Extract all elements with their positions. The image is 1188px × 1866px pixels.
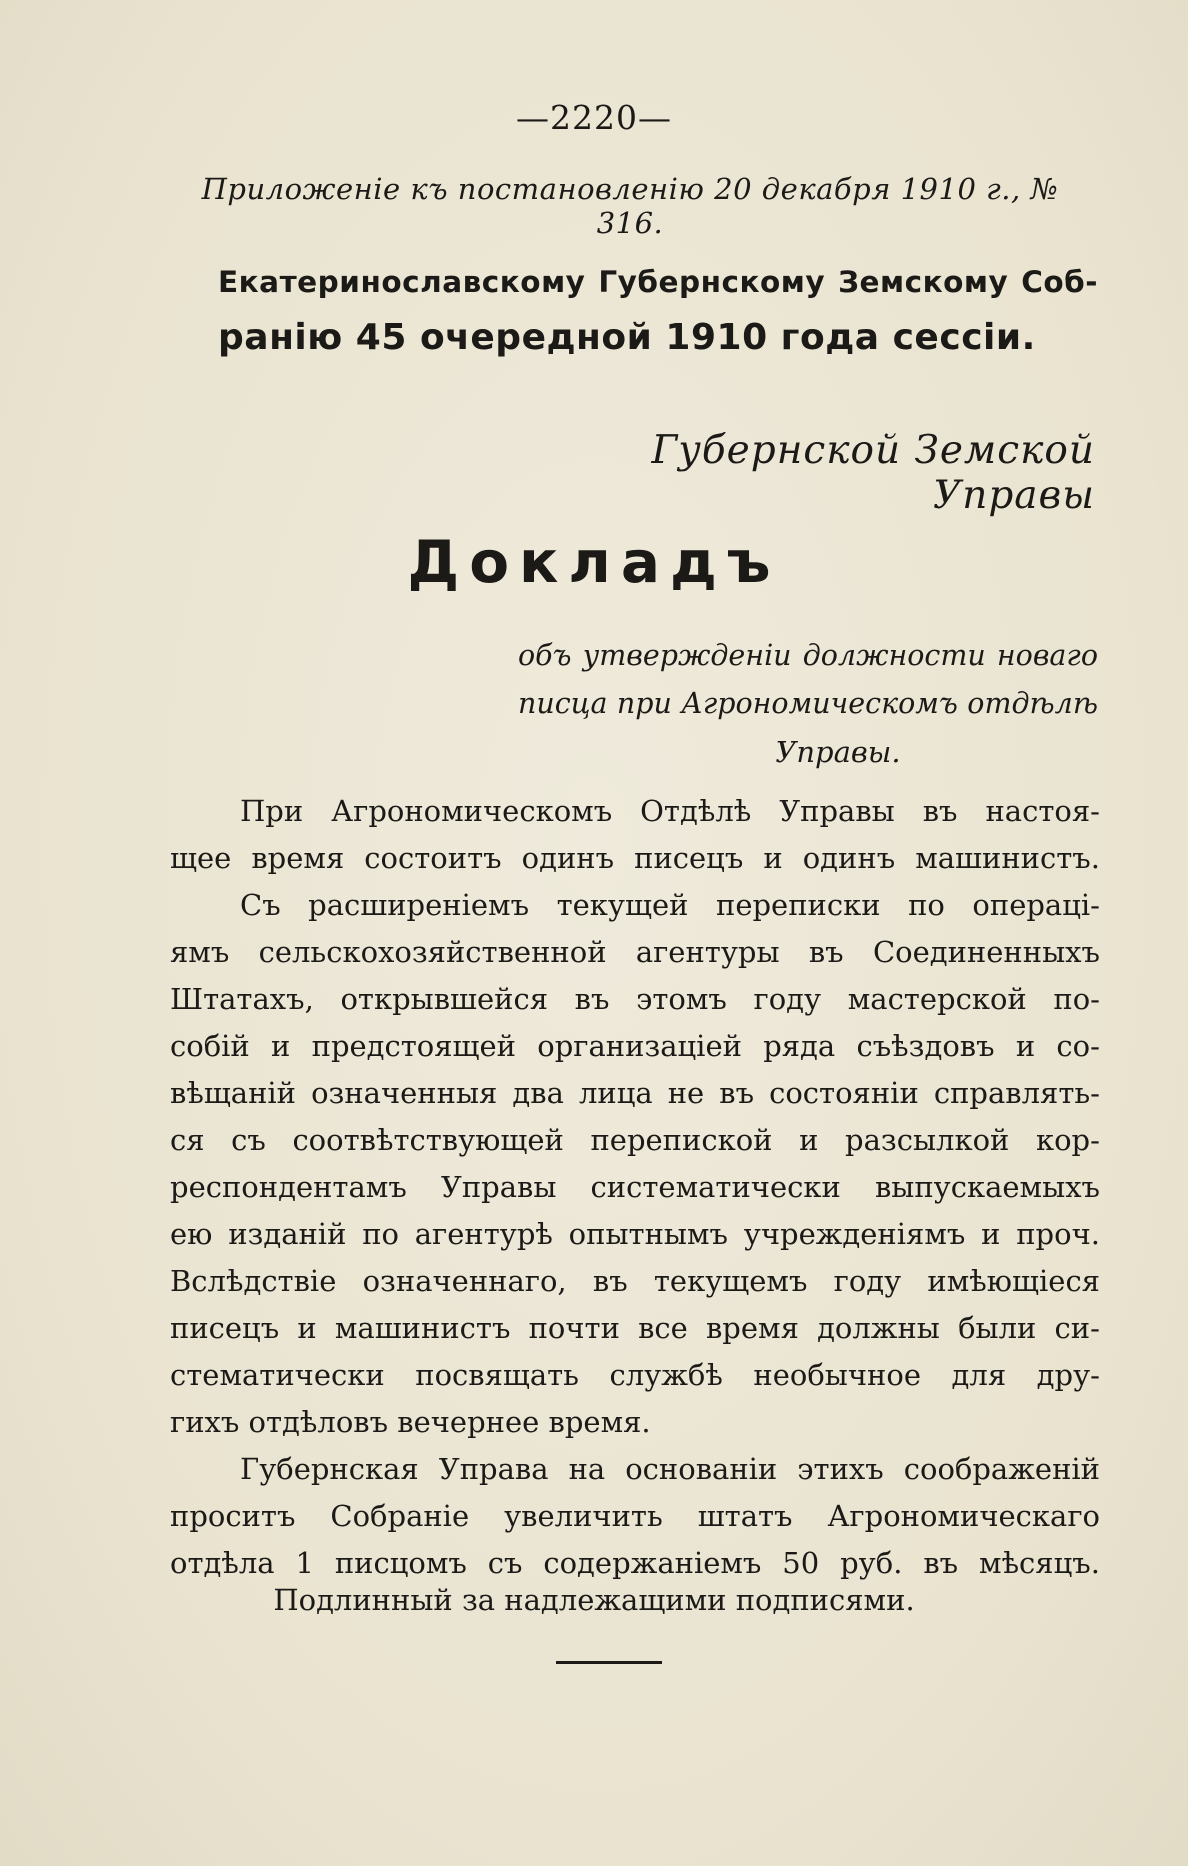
body-line: собій и предстоящей организаціей ряда съѣздовъ и со- [170, 1029, 1100, 1063]
body-line: ся съ соотвѣтствующей перепиской и разсылкой кор- [170, 1123, 1100, 1157]
body-line: отдѣла 1 писцомъ съ содержаніемъ 50 руб. въ мѣсяцъ. [170, 1546, 1100, 1580]
appendix-reference: Приложеніе къ постановленію 20 декабря 1910 г., № 316. [201, 172, 1059, 240]
body-line: стематически посвящать службѣ необычное для дру- [170, 1358, 1100, 1392]
body-line: Губернская Управа на основаніи этихъ соображеній [240, 1452, 1100, 1486]
subject-line-2: писца при Агрономическомъ отдѣлѣ [518, 687, 1098, 720]
body-line: Съ расширеніемъ текущей переписки по операці- [240, 888, 1100, 922]
subject-line-1: объ утвержденіи должности новаго [518, 639, 1098, 672]
closing-rule [556, 1661, 662, 1664]
report-subject [518, 632, 1098, 776]
page-number: —2220— [516, 98, 672, 137]
body-line: щее время состоитъ одинъ писецъ и одинъ машинистъ. [170, 841, 1100, 875]
body-line: При Агрономическомъ Отдѣлѣ Управы въ настоя- [240, 794, 1100, 828]
issuing-authority: Губернской Земской Управы [651, 428, 1095, 518]
body-line: проситъ Собраніе увеличить штатъ Агрономическаго [170, 1499, 1100, 1533]
body-line: Вслѣдствіе означеннаго, въ текущемъ году имѣющіеся [170, 1264, 1100, 1298]
document-heading [218, 255, 1098, 365]
body-line: гихъ отдѣловъ вечернее время. [170, 1405, 651, 1439]
heading-line-1: Екатеринославскому Губернскому Земскому Соб- [218, 265, 1098, 299]
report-title: Докладъ [407, 528, 781, 596]
body-line: писецъ и машинистъ почти все время должны были си- [170, 1311, 1100, 1345]
body-line: ямъ сельскохозяйственной агентуры въ Соединенныхъ [170, 935, 1100, 969]
subject-line-3: Управы. [775, 735, 901, 769]
signatures-note: Подлинный за надлежащими подписями. [273, 1583, 915, 1617]
heading-line-2: ранію 45 очередной 1910 года сессіи. [218, 317, 1036, 358]
body-line: вѣщаній означенныя два лица не въ состояніи справлять- [170, 1076, 1100, 1110]
body-line: Штатахъ, открывшейся въ этомъ году мастерской по- [170, 982, 1100, 1016]
body-line: респондентамъ Управы систематически выпускаемыхъ [170, 1170, 1100, 1204]
body-line: ею изданій по агентурѣ опытнымъ учрежденіямъ и проч. [170, 1217, 1100, 1251]
body-text [170, 788, 1100, 1587]
